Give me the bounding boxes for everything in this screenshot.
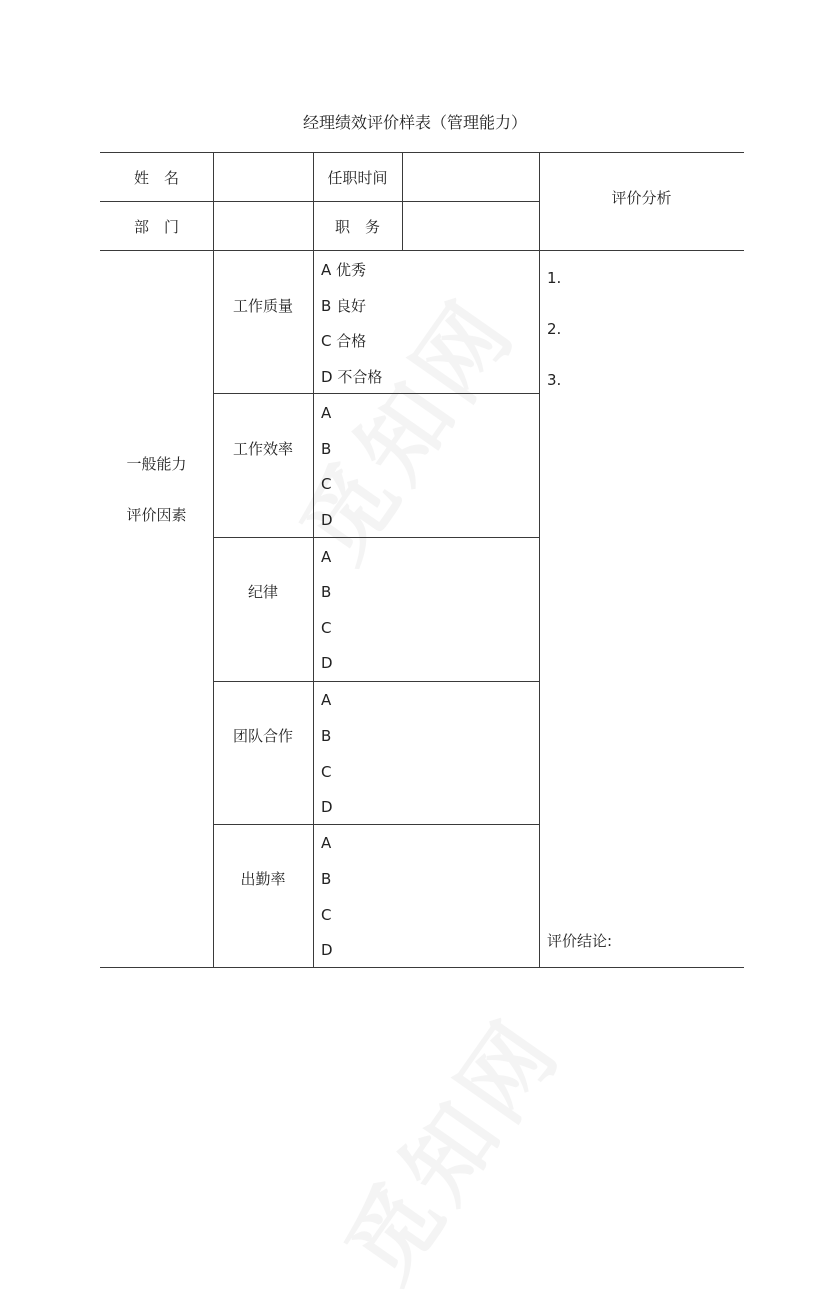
page-title: 经理绩效评价样表（管理能力） [302,113,527,132]
watermark-bottom [309,987,584,1302]
factor-option: A [321,834,332,852]
factor-option: B [321,870,332,888]
factor-divider-4 [213,824,539,825]
factor-option: D [321,511,333,529]
factor-option: A [321,691,332,709]
factor-option: C [321,763,332,781]
analysis-item: 3. [547,371,562,389]
tenure-label: 任职时间 [327,169,388,187]
col-divider-1 [213,152,214,968]
factor-option: C 合格 [321,332,367,350]
col-divider-3 [402,152,403,250]
table-border-bottom [100,967,744,968]
factor-name: 出勤率 [240,870,286,888]
factor-option: B [321,727,332,745]
factor-option: B 良好 [321,297,367,315]
position-label: 职 务 [334,218,380,236]
factor-option: D [321,798,333,816]
analysis-item: 2. [547,320,562,338]
table-border-top [100,152,744,153]
factor-option: D 不合格 [321,368,383,386]
factor-divider-3 [213,681,539,682]
col-divider-2 [313,152,314,968]
factor-option: B [321,440,332,458]
factor-option: A [321,548,332,566]
section-label-line1: 一般能力 [126,455,187,473]
name-label: 姓 名 [133,169,179,187]
factor-option: C [321,619,332,637]
section-label-line2: 评价因素 [126,506,187,524]
factor-option: C [321,906,332,924]
factor-option: A [321,404,332,422]
analysis-label: 评价分析 [611,189,672,207]
dept-label: 部 门 [133,218,179,236]
col-divider-4 [539,152,540,968]
factor-name: 工作质量 [232,297,293,315]
conclusion-label: 评价结论: [547,932,613,950]
factor-divider-1 [213,393,539,394]
factor-name: 纪律 [247,583,278,601]
header-bottom-border [100,250,744,251]
factor-option: D [321,654,333,672]
factor-name: 工作效率 [232,440,293,458]
factor-option: B [321,583,332,601]
factor-name: 团队合作 [232,727,293,745]
factor-option: C [321,475,332,493]
factor-option: A 优秀 [321,261,367,279]
analysis-item: 1. [547,269,562,287]
header-row-divider [100,201,539,202]
factor-divider-2 [213,537,539,538]
factor-option: D [321,941,333,959]
